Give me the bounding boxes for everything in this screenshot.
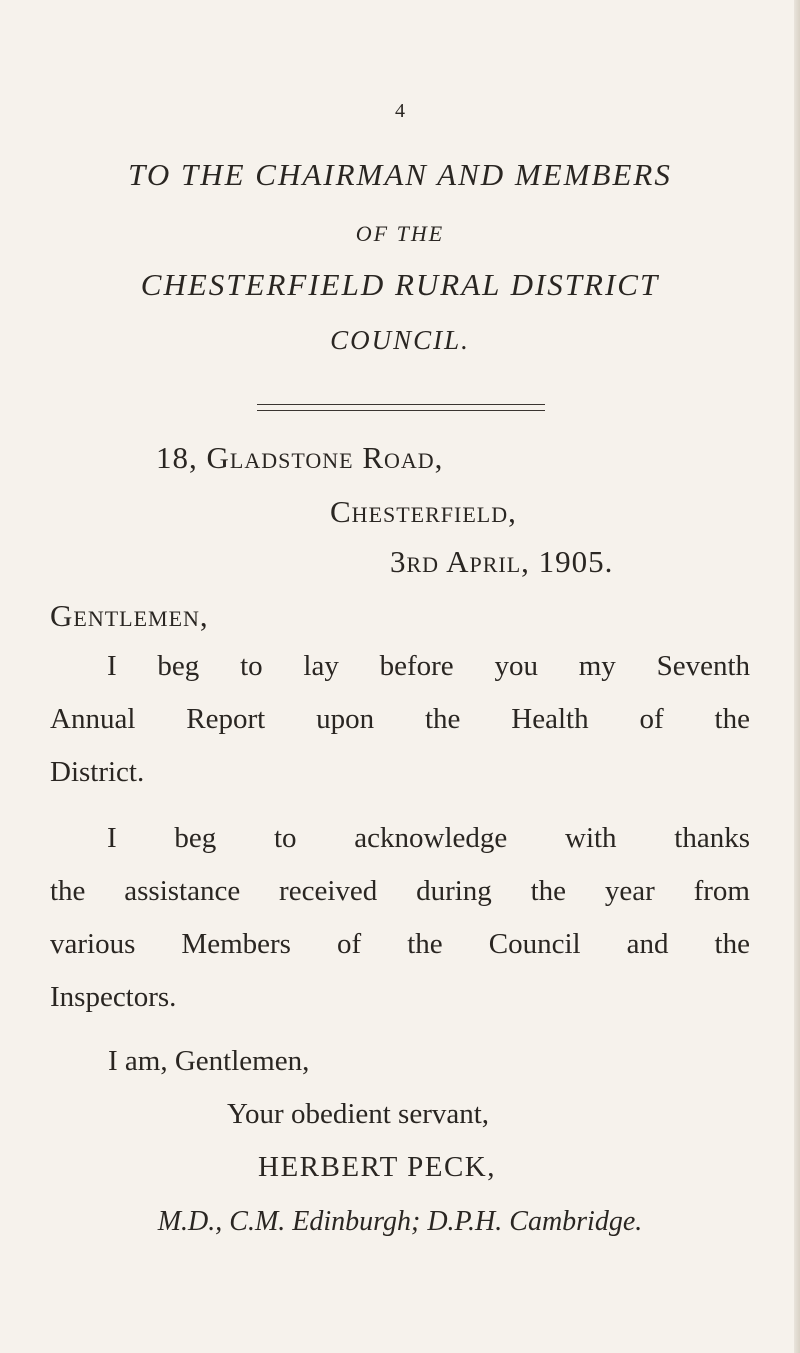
signature-name: HERBERT PECK, <box>258 1151 496 1183</box>
paragraph-2-line-1: I beg to acknowledge with thanks <box>107 822 750 854</box>
address-street: 18, Gladstone Road, <box>156 440 444 475</box>
paragraph-1-line-2: Annual Report upon the Health of the <box>50 703 750 735</box>
page-edge <box>794 0 800 1353</box>
paragraph-2-line-2: the assistance received during the year from <box>50 875 750 907</box>
paragraph-1-line-3: District. <box>50 756 145 788</box>
page-number: 4 <box>395 100 405 122</box>
heading-line-3: CHESTERFIELD RURAL DISTRICT <box>140 267 660 302</box>
heading-line-4: COUNCIL. <box>330 325 470 355</box>
paragraph-2-line-4: Inspectors. <box>50 981 177 1013</box>
heading-line-2: OF THE <box>355 221 445 246</box>
salutation: Gentlemen, <box>50 598 209 633</box>
closing-line-1: I am, Gentlemen, <box>108 1045 310 1077</box>
closing-line-2: Your obedient servant, <box>227 1098 490 1130</box>
double-rule-divider <box>257 404 545 411</box>
letter-date: 3rd April, 1905. <box>390 544 614 579</box>
paragraph-1-line-1: I beg to lay before you my Seventh <box>107 650 750 682</box>
paragraph-2-line-3: various Members of the Council and the <box>50 928 750 960</box>
address-town: Chesterfield, <box>330 494 517 529</box>
signature-credentials: M.D., C.M. Edinburgh; D.P.H. Cambridge. <box>157 1206 643 1237</box>
heading-line-1: TO THE CHAIRMAN AND MEMBERS <box>128 157 672 192</box>
